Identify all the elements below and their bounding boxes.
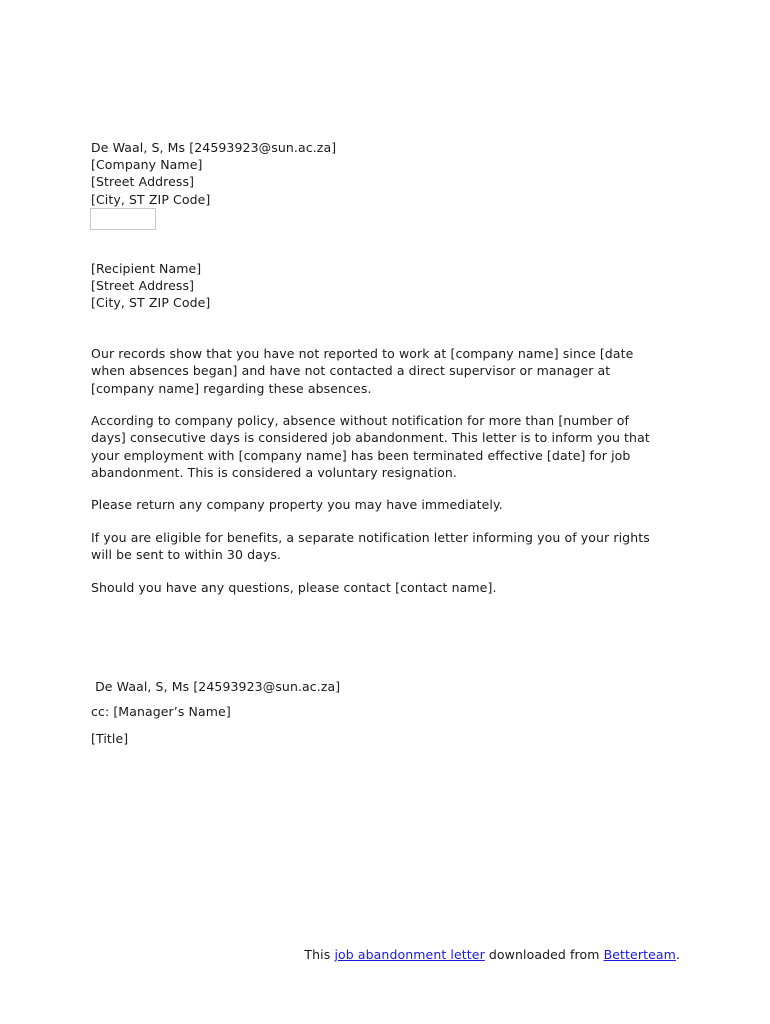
date-field[interactable]: [90, 208, 156, 230]
footer-attribution: [0, 946, 680, 963]
body-paragraph-4: [91, 529, 681, 564]
sender-street: [Street Address]: [91, 174, 195, 190]
paragraph-line: Please return any company property you may have immediately.: [91, 497, 503, 512]
sender-address-block: [91, 139, 681, 208]
paragraph-line: Should you have any questions, please contact [contact name].: [91, 580, 497, 595]
paragraph-line: According to company policy, absence without notification for more than [number of: [91, 413, 629, 428]
footer-middle: downloaded from: [484, 947, 604, 962]
sender-name: De Waal, S, Ms [24593923@sun.ac.za]: [91, 140, 337, 155]
body-paragraph-1: [91, 345, 681, 397]
recipient-name: [Recipient Name]: [91, 261, 202, 276]
paragraph-line: days] consecutive days is considered job abandonment. This letter is to inform you that: [91, 430, 650, 446]
paragraph-line: abandonment. This is considered a voluntary resignation.: [91, 464, 457, 480]
body-paragraph-2: [91, 412, 681, 481]
job-abandonment-letter-link[interactable]: job abandonment letter: [334, 947, 485, 962]
sender-company: [Company Name]: [91, 157, 203, 173]
footer-suffix: .: [675, 947, 680, 962]
cc-manager: cc: [Manager’s Name]: [91, 704, 231, 719]
recipient-address-block: [91, 260, 681, 312]
body-paragraph-3: [91, 496, 681, 513]
betterteam-link[interactable]: Betterteam: [603, 947, 676, 962]
cc-line: [91, 703, 681, 720]
signature-title: [Title]: [91, 731, 129, 747]
paragraph-line: [company name] regarding these absences.: [91, 380, 372, 396]
paragraph-line: will be sent to within 30 days.: [91, 547, 282, 563]
sender-city: [City, ST ZIP Code]: [91, 191, 211, 207]
recipient-city: [City, ST ZIP Code]: [91, 295, 211, 311]
paragraph-line: your employment with [company name] has been terminated effective [date] for job: [91, 447, 631, 463]
footer-prefix: This: [304, 947, 335, 962]
signature-name: De Waal, S, Ms [24593923@sun.ac.za]: [91, 679, 341, 695]
body-paragraph-5: [91, 579, 681, 596]
paragraph-line: Our records show that you have not reported to work at [company name] since [date: [91, 346, 634, 361]
paragraph-line: If you are eligible for benefits, a separate notification letter informing you of your rights: [91, 530, 650, 545]
recipient-street: [Street Address]: [91, 278, 195, 294]
paragraph-line: when absences began] and have not contacted a direct supervisor or manager at: [91, 363, 611, 379]
